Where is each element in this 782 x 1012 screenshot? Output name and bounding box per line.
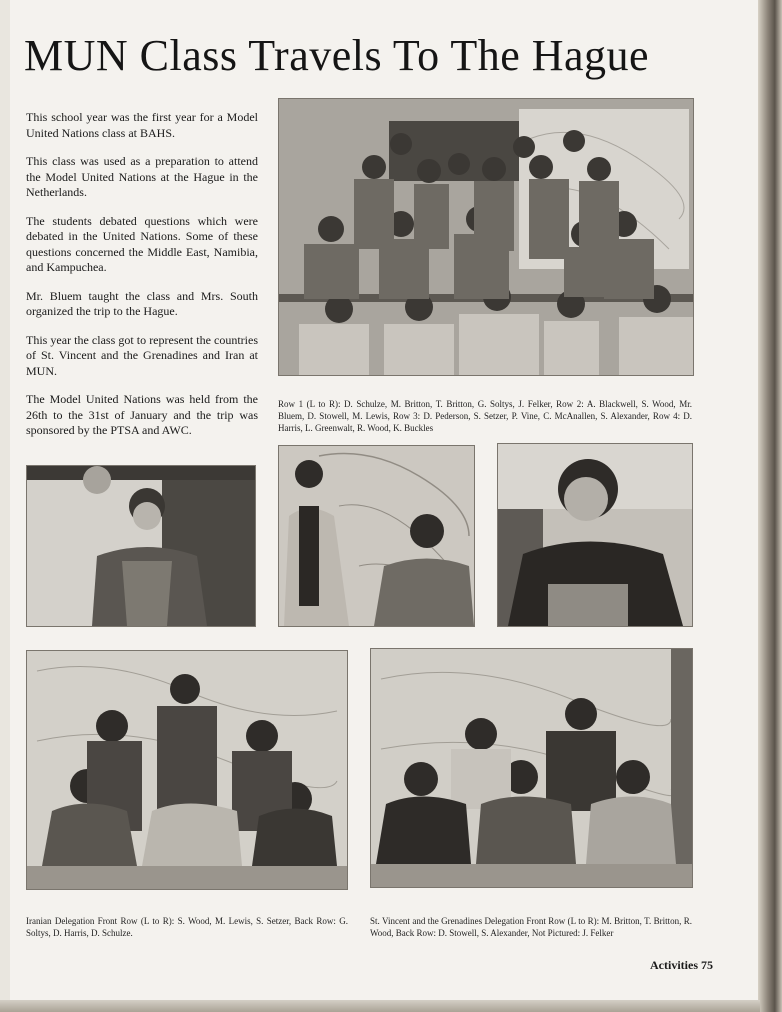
group-photo	[278, 98, 694, 376]
page-number: 75	[700, 958, 713, 972]
section-name: Activities	[650, 958, 698, 972]
intro-paragraph: The Model United Nations was held from the 26th to the 31st of January and the trip was sponsored by the PTSA and AWC.	[26, 392, 258, 437]
student-reading-photo	[497, 443, 693, 627]
iran-delegation-photo	[26, 650, 348, 890]
group-photo-caption: Row 1 (L to R): D. Schulze, M. Britton, T. Britton, G. Soltys, J. Felker, Row 2: A. Blackwell, S. Wood, Mr. Bluem, D. Stowell, M. Lewis, Row 3: D. Pederson, S. Setzer, P. Vine, C. McAnallen, S. Alexander, Row 4: D. Harris, L. Greenwalt, R. Wood, K. Buckles	[278, 399, 692, 433]
book-spine	[758, 0, 782, 1012]
page-bottom-edge	[0, 1000, 760, 1012]
intro-paragraph: The students debated questions which were debated in the United Nations. Some of these questions concerned the Middle East, Namibia, and Kampuchea.	[26, 213, 258, 274]
st-vincent-delegation-caption: St. Vincent and the Grenadines Delegation Front Row (L to R): M. Britton, T. Britton, R. Wood, Back Row: D. Stowell, S. Alexander, Not Pictured: J. Felker	[370, 916, 692, 938]
st-vincent-delegation-photo	[370, 648, 693, 888]
intro-paragraph: Mr. Bluem taught the class and Mrs. South organized the trip to the Hague.	[26, 288, 258, 318]
intro-paragraph: This year the class got to represent the countries of St. Vincent and the Grenadines and Iran at MUN.	[26, 332, 258, 378]
iran-delegation-caption: Iranian Delegation Front Row (L to R): S. Wood, M. Lewis, S. Setzer, Back Row: G. Soltys, D. Harris, D. Schulze.	[26, 916, 348, 938]
intro-paragraph: This school year was the first year for a Model United Nations class at BAHS.	[26, 110, 258, 140]
teacher-map-photo	[278, 445, 475, 627]
intro-paragraph: This class was used as a preparation to attend the Model United Nations at the Hague in the Netherlands.	[26, 154, 258, 199]
page-footer	[650, 958, 713, 973]
page-title: MUN Class Travels To The Hague	[24, 31, 650, 80]
student-portrait-photo	[26, 465, 256, 627]
intro-text	[26, 110, 258, 452]
